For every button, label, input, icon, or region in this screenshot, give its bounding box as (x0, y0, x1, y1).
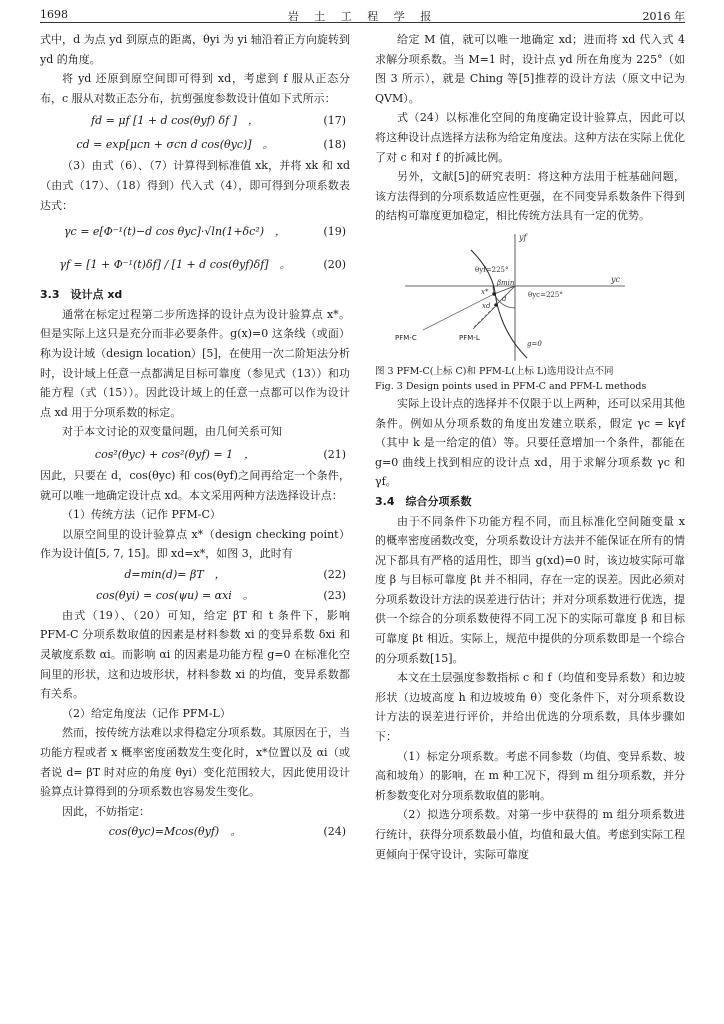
equation-number: (23) (323, 588, 346, 602)
yf-axis-label: yf (519, 232, 527, 242)
pfm-c-leader (423, 295, 492, 330)
paragraph: 式中，d 为点 yd 到原点的距离，θyi 为 yi 轴沿着正方向旋转到 yd 的角度。 (40, 33, 350, 66)
theta-yc-label: θyc=225° (528, 290, 563, 299)
pfm-c-label: PFM-C (395, 333, 417, 342)
equation-body: γf = [1 + Φ⁻¹(t)δf] / [1 + d cos(θyf)δf] 。 (59, 258, 291, 272)
design-check-point (492, 292, 496, 296)
journal-title: 岩 土 工 程 学 报 (287, 10, 438, 23)
figure-caption-cn: 图 3 PFM-C(上标 C)和 PFM-L(上标 L)选用设计点不同 (375, 365, 614, 377)
equation-body: cos(θyc)=Mcos(θyf) 。 (108, 825, 242, 839)
equation-18 (40, 132, 350, 156)
design-point-l (494, 303, 498, 307)
right-column (375, 30, 685, 864)
equation-number: (18) (323, 138, 346, 152)
equation-number: (17) (323, 114, 346, 128)
equation-number: (24) (323, 825, 346, 839)
yc-axis-label: yc (611, 274, 620, 284)
equation-body: cd = exp[μcn + σcn d cos(θyc)] 。 (76, 138, 274, 152)
paragraph: 给定 M 值，就可以唯一地确定 xd；进而将 xd 代入式 4 求解分项系数。当 M=1 时，设计点 yd 所在角度为 225°（如图 3 所示），就是 Ching 等[5]推荐的设计方法（原文中记为 QVM）。 (375, 33, 685, 105)
paragraph: 因此，只要在 d，cos(θyc) 和 cos(θyf)之间再给定一个条件，就可以唯一地确定设计点 xd。本文采用两种方法选择设计点： (40, 468, 350, 502)
paragraph: 由于不同条件下功能方程不同，而且标准化空间随变量 x 的概率密度函数改变，分项系数设计方法并不能保证在所有的情况下都具有严格的适用性，即当 g(xd)=0 时，该边坡实际可靠度 β 与目标可靠度 βt 并不相同，存在一定的误差。因此必须对分项系数设计方法的误差进行估计；并对分项系数进行优选，提供一个综合的分项系数使得不同工况下的实际可靠度 β 和目标可靠度 βt 相近。实际上，规范中提供的分项系数即是一个综合的分项系数[15]。 (375, 514, 685, 665)
paragraph: （1）传统方法（记作 PFM-C） (62, 508, 221, 522)
equation-24 (40, 821, 350, 842)
paragraph: （3）由式（6）、（7）计算得到标准值 xk，并将 xk 和 xd（由式（17）、（18）得到）代入式（4），即可得到分项系数表达式： (40, 159, 350, 212)
section-heading: 3.3 设计点 xd (40, 288, 123, 302)
section-heading: 3.4 综合分项系数 (375, 494, 472, 508)
x-star-label: x* (481, 287, 489, 296)
pfm-l-label: PFM-L (459, 333, 480, 342)
equation-number: (20) (323, 258, 346, 272)
xd-label: xd (482, 301, 491, 310)
equation-body: γc = e[Φ⁻¹(t)−d cos θyc]·√ln(1+δc²) ， (63, 225, 287, 239)
paragraph: 实际上设计点的选择并不仅限于以上两种，还可以采用其他条件。例如从分项系数的角度出发建立联系，假定 γc = kγf（其中 k 是一给定的值）等。只要任意增加一个条件，都能在 g=0 曲线上找到相应的设计点 xd，用于求解分项系数 γc 和 γf。 (375, 396, 685, 489)
equation-number: (21) (323, 447, 346, 461)
paragraph: 然而，按传统方法难以求得稳定分项系数。其原因在于，当功能方程或者 x 概率密度函数发生变化时，x*位置以及 αi（或者说 d= βT 时对应的角度 θyi）变化范围较大，因此使用设计验算点计算得到的分项系数也容易发生变化。 (40, 726, 350, 799)
figure-caption-en: Fig. 3 Design points used in PFM-C and PFM-L methods (375, 380, 647, 392)
journal-year: 2016 年 (642, 10, 685, 23)
header-rule (40, 22, 685, 23)
equation-19 (40, 215, 350, 245)
pfm-l-leader (473, 307, 495, 329)
equation-17 (40, 108, 350, 132)
equation-number: (22) (323, 567, 346, 581)
equation-body: cos(θyi) = cos(ψu) = αxi 。 (96, 588, 254, 602)
pfm-c-ray (494, 286, 515, 294)
equation-21 (40, 442, 350, 466)
paragraph: 由式（19）、（20）可知，给定 βT 和 t 条件下，影响 PFM-C 分项系数取值的因素是材料参数 xi 的变异系数 δxi 和灵敏度系数 αi。而影响 αi 的因素是功能方程 g=0 在标准化空间里的形状，这和边坡形状，材料参数 xi 的均值，变异系数都有关系。 (40, 608, 350, 701)
paragraph: （1）标定分项系数。考虑不同参数（均值、变异系数、坡高和坡角）的影响，在 m 种工况下，得到 m 组分项系数，并分析参数变化对分项系数取值的影响。 (375, 749, 685, 802)
equation-body: d=min(d)= βT ， (124, 567, 226, 581)
paragraph: 将 yd 还原到原空间即可得到 xd，考虑到 f 服从正态分布，c 服从对数正态分布，抗剪强度参数设计值如下式所示： (40, 72, 350, 105)
paragraph: 式（24）以标准化空间的角度确定设计验算点，因此可以将这种设计点选择方法称为给定角度法。这种方法在实际上优化了对 c 和对 f 的折减比例。 (375, 111, 685, 164)
theta-yf-label: θyf=225° (475, 265, 509, 274)
figure-3 (375, 226, 685, 364)
page-number: 1698 (40, 8, 68, 21)
paragraph: 以原空间里的设计验算点 x*（design checking point）作为设计值[5, 7, 15]。即 xd=x*，如图 3，此时有 (40, 527, 350, 561)
equation-22 (40, 564, 350, 585)
paragraph: （2）拟选分项系数。对第一步中获得的 m 组分项系数进行统计，获得分项系数最小值，均值和最大值。考虑到实际工程更倾向于保守设计，实际可靠度 (375, 808, 685, 861)
beta-min-label: βmin (497, 278, 515, 287)
paragraph: 另外，文献[5]的研究表明：将这种方法用于桩基础问题，该方法得到的分项系数适应性更强，在不同变异系数条件下得到的结构可靠度更加稳定，相比传统方法具有一定的优势。 (375, 170, 685, 223)
paragraph: 对于本文讨论的双变量问题，由几何关系可知 (62, 425, 282, 439)
equation-20 (40, 245, 350, 285)
paragraph: 本文在土层强度参数指标 c 和 f（均值和变异系数）和边坡形状（边坡高度 h 和边坡坡角 θ）变化条件下，对分项系数设计方法的误差进行评价，并给出优选的分项系数，具体步骤如下： (375, 671, 685, 744)
equation-23 (40, 585, 350, 606)
equation-number: (19) (323, 225, 346, 239)
paragraph: （2）给定角度法（记作 PFM-L） (62, 706, 231, 720)
paragraph: 通常在标定过程第二步所选择的设计点为设计验算点 x*。但是实际上这只是充分而非必要条件。g(x)=0 这条线（或面）称为设计域（design location）[5]，在使用一次二阶矩法分析时，设计域上任意一点都满足目标可靠度（参见式（13））和功能方程（式（15））。因此设计域上的任意一点都可以作为设计点 xd 用于分项系数的标定。 (40, 307, 350, 419)
equation-body: cos²(θyc) + cos²(θyf) = 1 ， (94, 447, 256, 461)
left-column (40, 30, 350, 842)
equation-body: fd = μf [1 + d cos(θyf) δf ] ， (91, 114, 259, 128)
distance-label: d (502, 294, 507, 303)
figure-diagram (375, 226, 685, 364)
g-zero-label: g=0 (527, 339, 542, 348)
paragraph: 因此，不妨指定： (62, 804, 150, 818)
